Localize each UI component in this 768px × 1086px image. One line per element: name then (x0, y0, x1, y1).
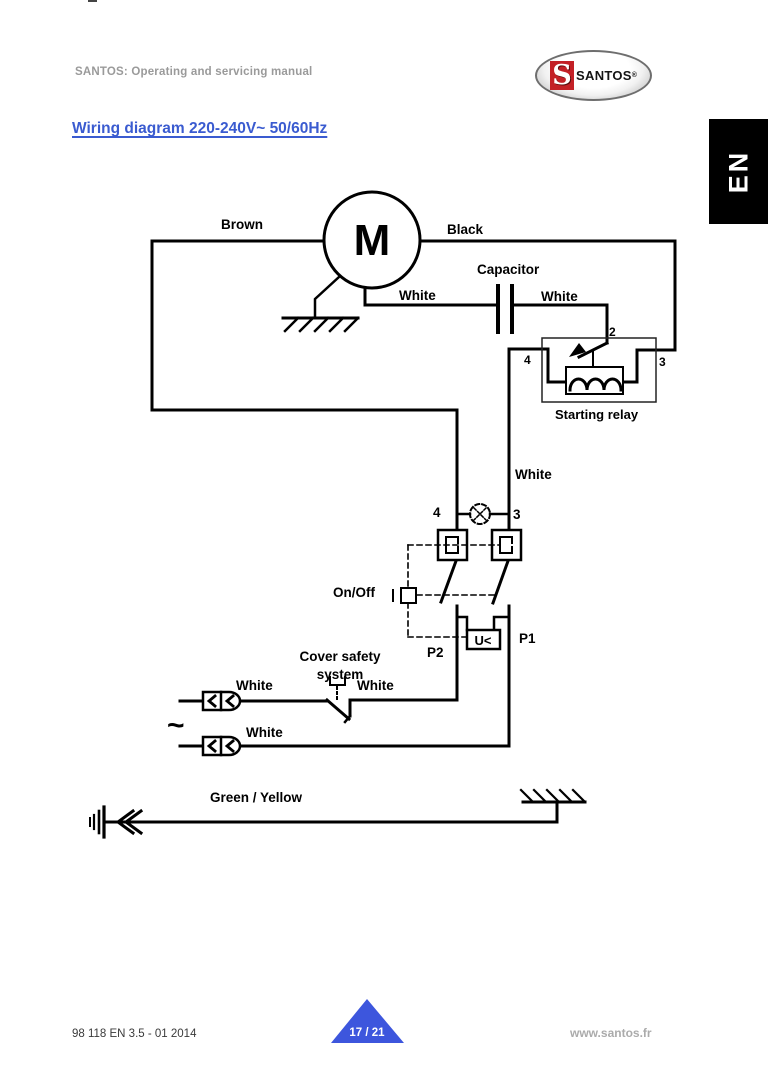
logo-brand-text: SANTOS (576, 68, 632, 83)
label-relay-pin-3: 3 (659, 355, 666, 369)
earth-wire (104, 790, 585, 822)
switch-blades (441, 561, 508, 603)
undervoltage-relay (457, 617, 509, 649)
label-contact-4: 4 (433, 505, 441, 520)
footer-website[interactable]: www.santos.fr (570, 1026, 652, 1040)
ac-symbol: ~ (167, 709, 185, 742)
footer-doc-ref: 98 118 EN 3.5 - 01 2014 (72, 1028, 197, 1040)
label-white-capacitor: White (541, 289, 578, 304)
plug-contact-right (492, 530, 521, 560)
capacitor-symbol (498, 286, 512, 332)
wire-brown-left-loop (152, 241, 457, 530)
manual-title: SANTOS: Operating and servicing manual (75, 66, 313, 78)
motor-letter: M (353, 216, 391, 265)
label-relay-pin-2: 2 (609, 325, 616, 339)
page-title[interactable]: Wiring diagram 220-240V~ 50/60Hz (72, 120, 328, 137)
label-starting-relay: Starting relay (555, 407, 639, 422)
indicator-lamp-symbol (457, 504, 509, 524)
label-p1: P1 (519, 631, 536, 646)
label-cover-safety-1: Cover safety (299, 649, 381, 664)
motor-symbol (324, 192, 420, 288)
label-on-off: On/Off (333, 585, 375, 600)
label-white-terminal-top: White (236, 678, 273, 693)
label-contact-3: 3 (513, 507, 521, 522)
terminal-connector-lower (203, 737, 240, 755)
motor-ground-symbol (283, 277, 358, 331)
label-white-switch: White (515, 467, 552, 482)
label-p2: P2 (427, 645, 444, 660)
undervoltage-label: U< (474, 633, 492, 648)
registered-mark: ® (631, 72, 637, 79)
label-green-yellow: Green / Yellow (210, 790, 303, 805)
label-cover-safety-2: system (316, 667, 364, 682)
wire-relay-pin4-contact (509, 349, 566, 530)
starting-relay-box (542, 338, 656, 402)
terminal-connector-upper (203, 692, 240, 710)
label-white-motor: White (399, 288, 436, 303)
label-capacitor: Capacitor (477, 262, 540, 277)
logo-s-icon: S (550, 61, 574, 90)
label-black: Black (447, 222, 484, 237)
page-indicator: 17 / 21 (349, 1027, 385, 1039)
chassis-ground-symbol (521, 790, 585, 802)
label-brown: Brown (221, 217, 263, 232)
label-white-terminal-bottom: White (246, 725, 283, 740)
label-relay-pin-4: 4 (524, 353, 531, 367)
language-tab-label: EN (722, 149, 753, 194)
label-white-cover: White (357, 678, 394, 693)
on-off-switch (393, 588, 416, 603)
